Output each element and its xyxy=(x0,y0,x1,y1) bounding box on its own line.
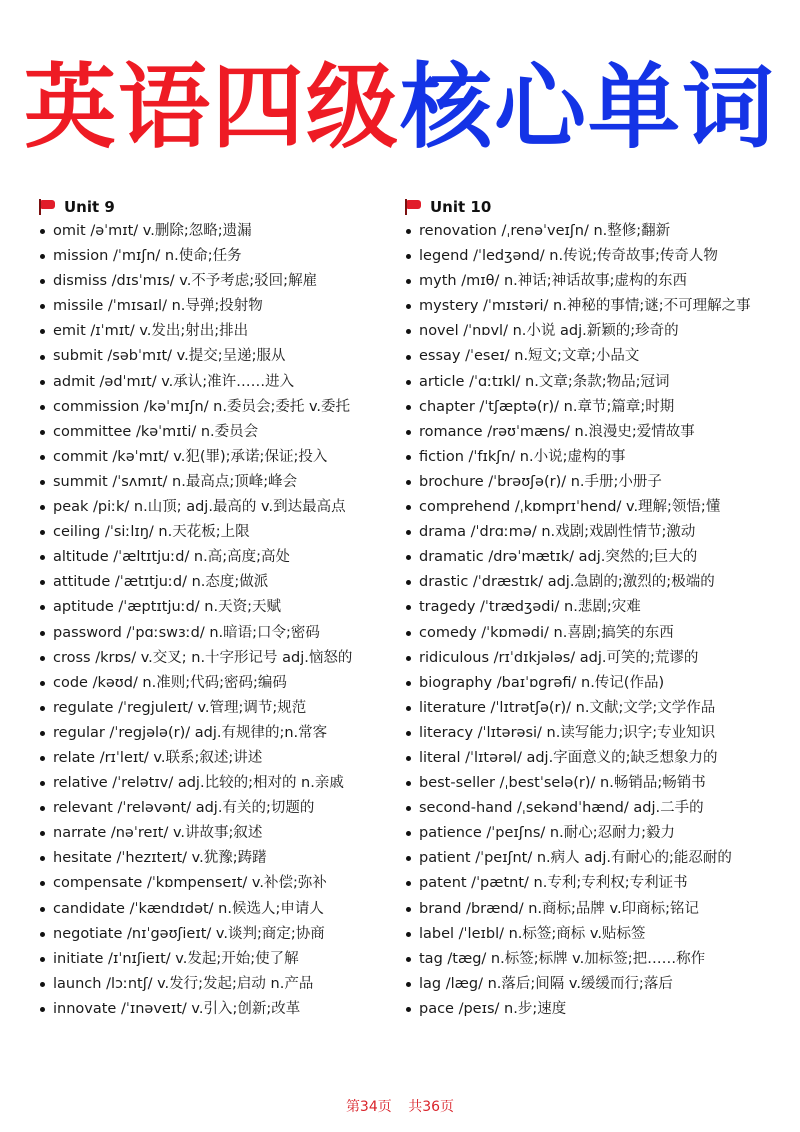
list-item xyxy=(404,595,794,620)
bullet-icon xyxy=(406,430,411,435)
unit10-heading-label: Unit 10 xyxy=(430,197,492,216)
list-item xyxy=(404,997,794,1022)
list-item xyxy=(404,947,794,972)
bullet-icon xyxy=(40,631,45,636)
bullet-icon xyxy=(406,631,411,636)
list-item xyxy=(404,746,794,771)
bullet-icon xyxy=(406,329,411,334)
list-item xyxy=(404,821,794,846)
word-entry: comprehend /ˌkɒmprɪˈhend/ v.理解;领悟;懂 xyxy=(419,499,721,516)
word-entry: attitude /ˈætɪtjuːd/ n.态度;做派 xyxy=(53,574,269,591)
word-entry: dismiss /dɪsˈmɪs/ v.不予考虑;驳回;解雇 xyxy=(53,273,318,290)
word-entry: patent /ˈpætnt/ n.专利;专利权;专利证书 xyxy=(419,875,688,892)
word-entry: renovation /ˌrenəˈveɪʃn/ n.整修;翻新 xyxy=(419,223,671,239)
word-entry: second-hand /ˌsekəndˈhænd/ adj.二手的 xyxy=(419,800,704,817)
list-item xyxy=(404,796,794,821)
page-footer xyxy=(0,1096,800,1116)
bullet-icon xyxy=(406,279,411,284)
list-item xyxy=(404,721,794,746)
bullet-icon xyxy=(40,907,45,912)
list-item xyxy=(38,871,398,896)
list-item xyxy=(404,972,794,997)
unit9-word-list xyxy=(38,219,398,1022)
word-entry: emit /ɪˈmɪt/ v.发出;射出;排出 xyxy=(53,323,249,340)
word-entry: relevant /ˈreləvənt/ adj.有关的;切题的 xyxy=(53,800,315,817)
word-entry: myth /mɪθ/ n.神话;神话故事;虚构的东西 xyxy=(419,273,688,290)
list-item xyxy=(404,269,794,294)
list-item xyxy=(38,771,398,796)
word-entry: comedy /ˈkɒmədi/ n.喜剧;搞笑的东西 xyxy=(419,624,674,641)
word-entry: dramatic /drəˈmætɪk/ adj.突然的;巨大的 xyxy=(419,549,698,566)
list-item xyxy=(38,696,398,721)
title-red-part: 英语四级 xyxy=(23,54,400,161)
word-entry: article /ˈɑːtɪkl/ n.文章;条款;物品;冠词 xyxy=(419,373,670,390)
list-item xyxy=(38,997,398,1022)
word-entry: altitude /ˈæltɪtjuːd/ n.高;高度;高处 xyxy=(53,549,291,566)
bullet-icon xyxy=(40,756,45,761)
word-entry: romance /rəʊˈmæns/ n.浪漫史;爱情故事 xyxy=(419,423,695,440)
list-item xyxy=(404,344,794,369)
word-entry: lag /læg/ n.落后;间隔 v.缓缓而行;落后 xyxy=(419,975,673,992)
unit9-column xyxy=(38,194,398,1022)
bullet-icon xyxy=(406,1007,411,1012)
word-entry: committee /kəˈmɪti/ n.委员会 xyxy=(53,423,259,440)
page-number: 第34页 xyxy=(345,1099,392,1115)
list-item xyxy=(404,395,794,420)
list-item xyxy=(38,269,398,294)
list-item xyxy=(38,646,398,671)
list-item xyxy=(38,545,398,570)
red-flag-icon xyxy=(38,199,56,215)
bullet-icon xyxy=(40,254,45,259)
word-entry: aptitude /ˈæptɪtjuːd/ n.天资;天赋 xyxy=(53,599,281,616)
word-entry: patient /ˈpeɪʃnt/ n.病人 adj.有耐心的;能忍耐的 xyxy=(419,850,732,867)
list-item xyxy=(404,244,794,269)
word-entry: omit /əˈmɪt/ v.删除;忽略;遗漏 xyxy=(53,223,252,239)
unit10-heading xyxy=(404,194,794,219)
word-entry: novel /ˈnɒvl/ n.小说 adj.新颖的;珍奇的 xyxy=(419,323,679,340)
list-item xyxy=(404,219,794,244)
bullet-icon xyxy=(406,856,411,861)
list-item xyxy=(404,420,794,445)
list-item xyxy=(38,621,398,646)
word-entry: mystery /ˈmɪstəri/ n.神秘的事情;谜;不可理解之事 xyxy=(419,298,751,315)
bullet-icon xyxy=(406,304,411,309)
list-item xyxy=(404,445,794,470)
bullet-icon xyxy=(40,982,45,987)
list-item xyxy=(404,621,794,646)
bullet-icon xyxy=(406,781,411,786)
bullet-icon xyxy=(406,605,411,610)
bullet-icon xyxy=(40,656,45,661)
bullet-icon xyxy=(40,530,45,535)
word-entry: peak /piːk/ n.山顶; adj.最高的 v.到达最高点 xyxy=(53,499,346,516)
word-entry: drastic /ˈdræstɪk/ adj.急剧的;激烈的;极端的 xyxy=(419,574,715,591)
word-entry: chapter /ˈtʃæptə(r)/ n.章节;篇章;时期 xyxy=(419,398,675,415)
bullet-icon xyxy=(406,932,411,937)
bullet-icon xyxy=(406,355,411,360)
bullet-icon xyxy=(40,355,45,360)
bullet-icon xyxy=(406,831,411,836)
word-entry: essay /ˈeseɪ/ n.短文;文章;小品文 xyxy=(419,348,640,365)
word-entry: brand /brænd/ n.商标;品牌 v.印商标;铭记 xyxy=(419,900,699,917)
unit10-column xyxy=(404,194,794,1022)
list-item xyxy=(38,972,398,997)
list-item xyxy=(404,520,794,545)
list-item xyxy=(38,671,398,696)
word-entry: fiction /ˈfɪkʃn/ n.小说;虚构的事 xyxy=(419,448,626,465)
bullet-icon xyxy=(40,229,45,234)
list-item xyxy=(404,545,794,570)
bullet-icon xyxy=(406,681,411,686)
list-item xyxy=(404,771,794,796)
word-entry: innovate /ˈɪnəveɪt/ v.引入;创新;改革 xyxy=(53,1000,301,1017)
bullet-icon xyxy=(40,555,45,560)
word-entry: summit /ˈsʌmɪt/ n.最高点;顶峰;峰会 xyxy=(53,473,298,490)
word-entry: drama /ˈdrɑːmə/ n.戏剧;戏剧性情节;激动 xyxy=(419,524,696,541)
bullet-icon xyxy=(406,881,411,886)
bullet-icon xyxy=(406,480,411,485)
list-item xyxy=(404,646,794,671)
list-item xyxy=(38,395,398,420)
word-entry: initiate /ɪˈnɪʃieɪt/ v.发起;开始;使了解 xyxy=(53,950,299,967)
bullet-icon xyxy=(40,329,45,334)
list-item xyxy=(404,671,794,696)
word-entry: admit /ədˈmɪt/ v.承认;准许……进入 xyxy=(53,373,295,390)
word-entry: candidate /ˈkændɪdət/ n.候选人;申请人 xyxy=(53,900,324,917)
list-item xyxy=(38,520,398,545)
list-item xyxy=(38,219,398,244)
bullet-icon xyxy=(406,656,411,661)
list-item xyxy=(404,570,794,595)
title-blue-part: 核心单词 xyxy=(400,54,777,161)
bullet-icon xyxy=(406,455,411,460)
word-entry: narrate /nəˈreɪt/ v.讲故事;叙述 xyxy=(53,825,263,842)
list-item xyxy=(38,595,398,620)
bullet-icon xyxy=(40,580,45,585)
word-entry: brochure /ˈbrəʊʃə(r)/ n.手册;小册子 xyxy=(419,473,662,490)
bullet-icon xyxy=(406,229,411,234)
word-entry: best-seller /ˌbestˈselə(r)/ n.畅销品;畅销书 xyxy=(419,775,706,792)
list-item xyxy=(38,344,398,369)
word-entry: literal /ˈlɪtərəl/ adj.字面意义的;缺乏想象力的 xyxy=(419,749,718,766)
bullet-icon xyxy=(406,806,411,811)
bullet-icon xyxy=(40,881,45,886)
page-total: 共36页 xyxy=(408,1099,455,1115)
list-item xyxy=(404,294,794,319)
bullet-icon xyxy=(40,480,45,485)
list-item xyxy=(38,821,398,846)
word-entry: commission /kəˈmɪʃn/ n.委员会;委托 v.委托 xyxy=(53,398,351,415)
list-item xyxy=(404,495,794,520)
word-entry: regular /ˈregjələ(r)/ adj.有规律的;n.常客 xyxy=(53,724,328,741)
word-entry: missile /ˈmɪsaɪl/ n.导弹;投射物 xyxy=(53,298,263,315)
word-entry: tragedy /ˈtrædʒədi/ n.悲剧;灾难 xyxy=(419,599,641,616)
list-item xyxy=(404,696,794,721)
word-entry: compensate /ˈkɒmpenseɪt/ v.补偿;弥补 xyxy=(53,875,327,892)
list-item xyxy=(38,470,398,495)
list-item xyxy=(38,294,398,319)
word-entry: literacy /ˈlɪtərəsi/ n.读写能力;识字;专业知识 xyxy=(419,724,716,741)
bullet-icon xyxy=(40,856,45,861)
list-item xyxy=(404,922,794,947)
word-entry: submit /səbˈmɪt/ v.提交;呈递;服从 xyxy=(53,348,286,365)
list-item xyxy=(38,420,398,445)
list-item xyxy=(38,947,398,972)
word-entry: tag /tæg/ n.标签;标牌 v.加标签;把……称作 xyxy=(419,950,706,967)
word-entry: hesitate /ˈhezɪteɪt/ v.犹豫;踌躇 xyxy=(53,850,267,867)
bullet-icon xyxy=(406,380,411,385)
word-entry: cross /krɒs/ v.交叉; n.十字形记号 adj.恼怒的 xyxy=(53,649,353,666)
bullet-icon xyxy=(406,254,411,259)
word-entry: ridiculous /rɪˈdɪkjələs/ adj.可笑的;荒谬的 xyxy=(419,649,699,666)
bullet-icon xyxy=(40,806,45,811)
bullet-icon xyxy=(406,756,411,761)
word-entry: pace /peɪs/ n.步;速度 xyxy=(419,1000,567,1017)
list-item xyxy=(38,445,398,470)
bullet-icon xyxy=(406,580,411,585)
bullet-icon xyxy=(40,932,45,937)
list-item xyxy=(38,370,398,395)
bullet-icon xyxy=(40,957,45,962)
bullet-icon xyxy=(406,505,411,510)
list-item xyxy=(38,846,398,871)
unit10-word-list xyxy=(404,219,794,1022)
bullet-icon xyxy=(40,279,45,284)
bullet-icon xyxy=(406,982,411,987)
list-item xyxy=(404,470,794,495)
word-entry: label /ˈleɪbl/ n.标签;商标 v.贴标签 xyxy=(419,925,646,942)
bullet-icon xyxy=(40,605,45,610)
list-item xyxy=(404,370,794,395)
word-entry: launch /lɔːntʃ/ v.发行;发起;启动 n.产品 xyxy=(53,975,314,992)
list-item xyxy=(38,796,398,821)
word-entry: password /ˈpɑːswɜːd/ n.暗语;口令;密码 xyxy=(53,624,320,641)
list-item xyxy=(38,495,398,520)
list-item xyxy=(38,721,398,746)
bullet-icon xyxy=(40,706,45,711)
bullet-icon xyxy=(40,430,45,435)
bullet-icon xyxy=(406,731,411,736)
word-entry: patience /ˈpeɪʃns/ n.耐心;忍耐力;毅力 xyxy=(419,825,675,842)
word-entry: literature /ˈlɪtrətʃə(r)/ n.文献;文学;文学作品 xyxy=(419,699,716,716)
bullet-icon xyxy=(40,380,45,385)
page-title xyxy=(0,48,800,168)
bullet-icon xyxy=(406,706,411,711)
unit9-heading xyxy=(38,194,398,219)
word-entry: legend /ˈledʒənd/ n.传说;传奇故事;传奇人物 xyxy=(419,248,718,265)
bullet-icon xyxy=(40,681,45,686)
word-entry: negotiate /nɪˈgəʊʃieɪt/ v.谈判;商定;协商 xyxy=(53,925,325,942)
list-item xyxy=(404,871,794,896)
word-entry: relative /ˈrelətɪv/ adj.比较的;相对的 n.亲戚 xyxy=(53,775,344,792)
list-item xyxy=(38,570,398,595)
word-entry: relate /rɪˈleɪt/ v.联系;叙述;讲述 xyxy=(53,749,263,766)
list-item xyxy=(38,244,398,269)
bullet-icon xyxy=(40,455,45,460)
word-entry: commit /kəˈmɪt/ v.犯(罪);承诺;保证;投入 xyxy=(53,448,328,465)
word-entry: ceiling /ˈsiːlɪŋ/ n.天花板;上限 xyxy=(53,524,250,541)
list-item xyxy=(404,846,794,871)
bullet-icon xyxy=(406,957,411,962)
bullet-icon xyxy=(40,781,45,786)
list-item xyxy=(38,897,398,922)
bullet-icon xyxy=(406,907,411,912)
bullet-icon xyxy=(406,555,411,560)
list-item xyxy=(38,922,398,947)
bullet-icon xyxy=(40,731,45,736)
word-entry: regulate /ˈregjuleɪt/ v.管理;调节;规范 xyxy=(53,699,307,716)
bullet-icon xyxy=(40,304,45,309)
list-item xyxy=(404,897,794,922)
red-flag-icon xyxy=(404,199,422,215)
word-entry: biography /baɪˈɒgrəfi/ n.传记(作品) xyxy=(419,674,665,691)
list-item xyxy=(38,319,398,344)
list-item xyxy=(38,746,398,771)
bullet-icon xyxy=(40,405,45,410)
unit9-heading-label: Unit 9 xyxy=(64,197,115,216)
bullet-icon xyxy=(40,831,45,836)
word-entry: code /kəʊd/ n.准则;代码;密码;编码 xyxy=(53,674,287,691)
bullet-icon xyxy=(406,405,411,410)
bullet-icon xyxy=(40,505,45,510)
list-item xyxy=(404,319,794,344)
bullet-icon xyxy=(40,1007,45,1012)
word-entry: mission /ˈmɪʃn/ n.使命;任务 xyxy=(53,248,242,265)
bullet-icon xyxy=(406,530,411,535)
